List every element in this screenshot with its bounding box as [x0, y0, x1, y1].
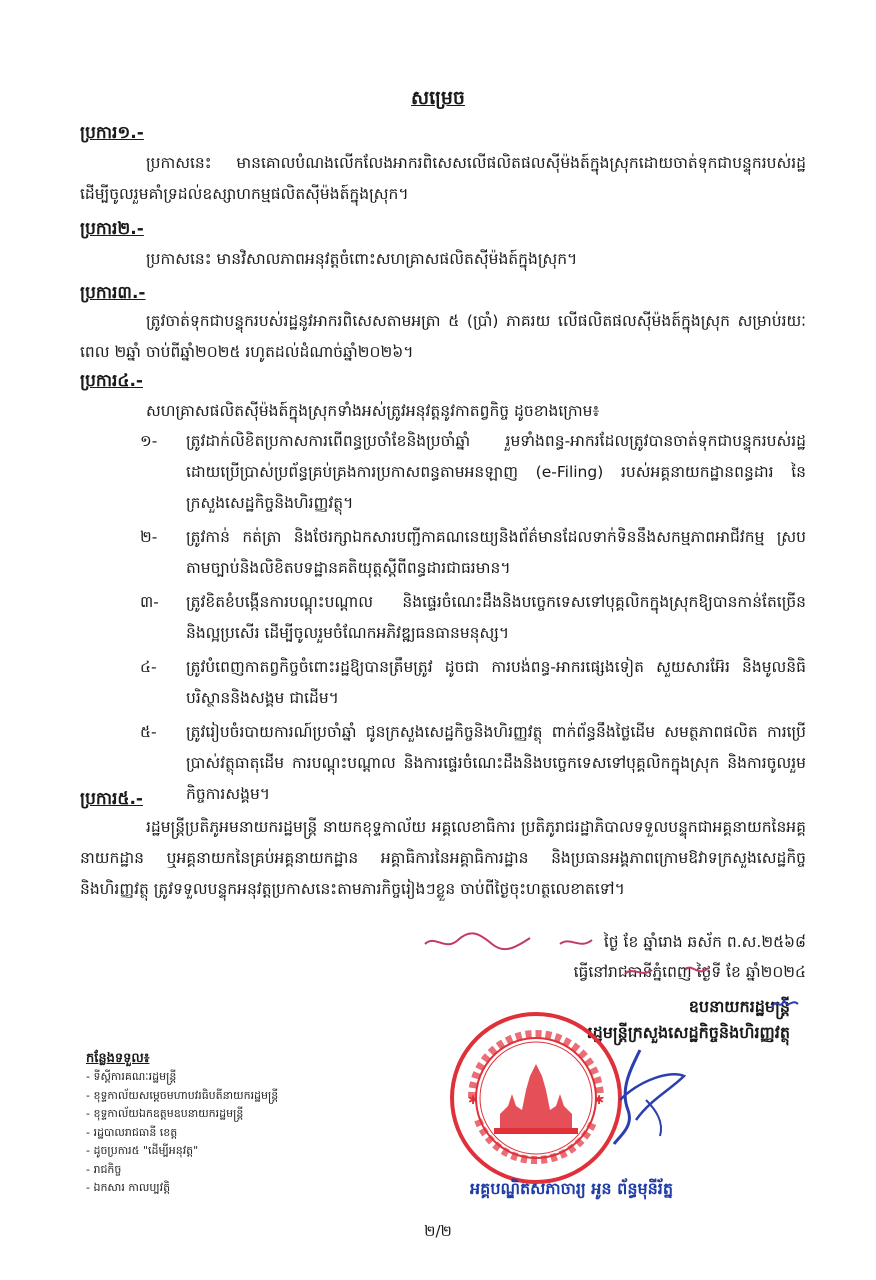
recipient-item: - ឯកសារ កាលប្បវត្តិ: [86, 1181, 171, 1194]
recipient-item: - ខុទ្ទកាល័យសម្តេចមហាបវរធិបតីនាយករដ្ឋមន្ត្រី: [86, 1088, 279, 1102]
recipients-heading: កន្លែងទទួល៖: [86, 1051, 150, 1066]
article-1-heading: ប្រការ១.-: [80, 123, 144, 143]
obligation-text: ត្រូវខិតខំបង្កើនការបណ្តុះបណ្តាល និងផ្ទេរចំណេះដឹងនិងបច្ចេកទេសទៅបុគ្គលិកក្នុងស្រុកឱ្យបានកាន់តែច្រើន និងល្អប្រសើរ ដើម្បីចូលរួមចំណែកអភិវឌ្ឍធនធានមនុស្ស។: [186, 593, 806, 642]
obligation-item: [140, 652, 806, 714]
obligation-number: ៣-: [140, 593, 159, 611]
decision-title: សម្រេច: [411, 87, 465, 109]
obligation-text: ត្រូវរៀបចំរបាយការណ៍ប្រចាំឆ្នាំ ជូនក្រសួងសេដ្ឋកិច្ចនិងហិរញ្ញវត្ថុ ពាក់ព័ន្ធនឹងថ្លៃដើម សមត្ថភាពផលិត ការប្រើប្រាស់វត្ថុធាតុដើម ការបណ្តុះបណ្តាល និងការផ្ទេរចំណេះដឹងនិងបច្ចេកទេសទៅបុគ្គលិកក្នុងស្រុក និងការចូលរួមកិច្ចការសង្គម។: [186, 723, 806, 803]
signatory-role-minister: រដ្ឋមន្ត្រីក្រសួងសេដ្ឋកិច្ចនិងហិរញ្ញវត្ថុ: [587, 1023, 790, 1042]
svg-text:✱: ✱: [468, 1093, 479, 1107]
recipient-item: - ដូចប្រការ៥ "ដើម្បីអនុវត្ត": [86, 1144, 199, 1157]
initial-mark-icon: [770, 992, 800, 1014]
article-1-text: ប្រកាសនេះ មានគោលបំណងលើកលែងអាករពិសេសលើផលិតផលស៊ីម៉ងត៍ក្នុងស្រុកដោយចាត់ទុកជាបន្ទុករបស់រដ្ឋ ដើម្បីចូលរួមគាំទ្រដល់ឧស្សាហកម្មផលិតស៊ីម៉ងត៍ក្នុងស្រុក។: [80, 154, 806, 203]
obligations-list: [140, 426, 806, 813]
recipient-item: - ទីស្តីការគណៈរដ្ឋមន្ត្រី: [86, 1070, 177, 1083]
article-2-heading: ប្រការ២.-: [80, 219, 144, 239]
recipients-list: [86, 1068, 278, 1198]
signatory-role-deputy-pm: ឧបនាយករដ្ឋមន្ត្រី: [688, 997, 790, 1016]
article-5-heading: ប្រការ៥.-: [80, 789, 143, 809]
obligation-number: ១-: [140, 432, 158, 450]
obligation-text: ត្រូវដាក់លិខិតប្រកាសការពើពន្ធប្រចាំខែនិងប្រចាំឆ្នាំ រួមទាំងពន្ធ-អាករដែលត្រូវបានចាត់ទុកជាបន្ទុករបស់រដ្ឋ ដោយប្រើប្រាស់ប្រព័ន្ធគ្រប់គ្រងការប្រកាសពន្ធតាមអនឡាញ (e-Filing) របស់អគ្គនាយកដ្ឋានពន្ធដារ នៃក្រសួងសេដ្ឋកិច្ចនិងហិរញ្ញវត្ថុ។: [186, 432, 806, 512]
recipient-item: - រដ្ឋបាលរាជធានី ខេត្ត: [86, 1125, 178, 1139]
article-3-heading: ប្រការ៣.-: [80, 283, 146, 303]
article-4-heading: ប្រការ៤.-: [80, 371, 143, 391]
obligation-text: ត្រូវបំពេញកាតព្វកិច្ចចំពោះរដ្ឋឱ្យបានត្រឹមត្រូវ ដូចជា ការបង់ពន្ធ-អាករផ្សេងទៀត សួយសារអ៊ែរ និងមូលនិធិបរិស្ថាននិងសង្គម ជាដើម។: [186, 658, 806, 707]
handwritten-date-fill: [420, 930, 720, 988]
recipient-item: - ខុទ្ទកាល័យឯកឧត្តមឧបនាយករដ្ឋមន្ត្រី: [86, 1107, 244, 1120]
obligation-item: [140, 522, 806, 584]
obligation-item: [140, 426, 806, 519]
obligation-text: ត្រូវកាន់ កត់ត្រា និងថែរក្សាឯកសារបញ្ជីកាគណនេយ្យនិងព័ត៌មានដែលទាក់ទិននឹងសកម្មភាពអាជីវកម្ម ស្របតាមច្បាប់និងលិខិតបទដ្ឋានគតិយុត្តស្តីពីពន្ធដារជាធរមាន។: [186, 528, 806, 577]
obligation-item: [140, 717, 806, 810]
article-5-text: រដ្ឋមន្ត្រីប្រតិភូអមនាយករដ្ឋមន្ត្រី នាយកខុទ្ទកាល័យ អគ្គលេខាធិការ ប្រតិភូរាជរដ្ឋាភិបាលទទួលបន្ទុកជាអគ្គនាយកនៃអគ្គនាយកដ្ឋាន ឬអគ្គនាយកនៃគ្រប់អគ្គនាយកដ្ឋាន អគ្គាធិការនៃអគ្គាធិការដ្ឋាន និងប្រធានអង្គភាពក្រោមឱវាទក្រសួងសេដ្ឋកិច្ចនិងហិរញ្ញវត្ថុ ត្រូវទទួលបន្ទុកអនុវត្តប្រកាសនេះតាមភារកិច្ចរៀងៗខ្លួន ចាប់ពីថ្ងៃចុះហត្ថលេខាតទៅ។: [80, 818, 806, 898]
article-4-text: សហគ្រាសផលិតស៊ីម៉ងត៍ក្នុងស្រុកទាំងអស់ត្រូវអនុវត្តនូវកាតព្វកិច្ច ដូចខាងក្រោម៖: [146, 402, 600, 420]
article-3-text: ត្រូវចាត់ទុកជាបន្ទុករបស់រដ្ឋនូវអាករពិសេសតាមអត្រា ៥ (ប្រាំ) ភាគរយ លើផលិតផលស៊ីម៉ងត៍ក្នុងស្រុក សម្រាប់រយៈពេល ២ឆ្នាំ ចាប់ពីឆ្នាំ២០២៥ រហូតដល់ដំណាច់ឆ្នាំ២០២៦។: [80, 312, 806, 361]
signatory-name: អគ្គបណ្ឌិតសភាចារ្យ អូន ព័ន្ធមុនីរ័ត្ន: [470, 1179, 674, 1198]
signature-icon: [600, 1040, 690, 1150]
svg-text:✱: ✱: [594, 1093, 605, 1107]
page-number: ២/២: [424, 1222, 452, 1240]
solar-date-line: ធ្វើនៅរាជធានីភ្នំពេញ ថ្ងៃទី ខែ ឆ្នាំ២០២៤: [573, 963, 806, 981]
obligation-number: ៥-: [140, 723, 157, 741]
lunar-date-line: ថ្ងៃ ខែ ឆ្នាំរោង ឆស័ក ព.ស.២៥៦៨: [603, 933, 806, 951]
article-2-text: ប្រកាសនេះ មានវិសាលភាពអនុវត្តចំពោះសហគ្រាសផលិតស៊ីម៉ងត៍ក្នុងស្រុក។: [146, 250, 578, 268]
recipient-item: - រាជកិច្ច: [86, 1162, 122, 1176]
ministry-seal-icon: [448, 1010, 624, 1186]
obligation-item: [140, 587, 806, 649]
obligation-number: ២-: [140, 528, 158, 546]
obligation-number: ៤-: [140, 658, 157, 676]
